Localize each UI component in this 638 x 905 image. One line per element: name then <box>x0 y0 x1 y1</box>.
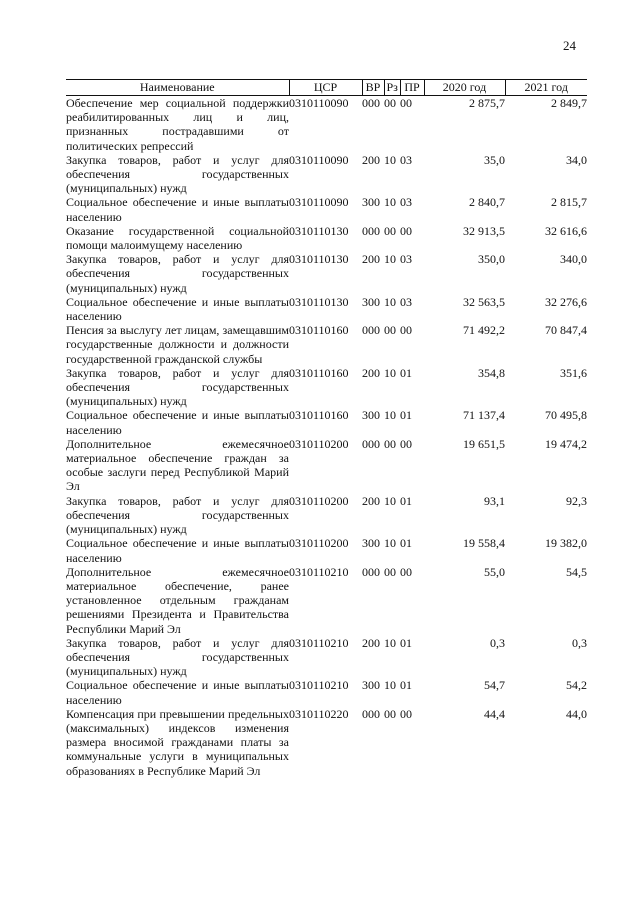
table-row <box>66 437 587 494</box>
row-vr: 000 <box>362 323 380 338</box>
row-2021: 2 849,7 <box>551 96 587 110</box>
row-vr: 300 <box>362 294 380 309</box>
row-name: Социальное обеспечение и иные выплаты населению <box>66 408 289 437</box>
row-pr: 00 <box>400 223 412 238</box>
row-vr: 300 <box>362 678 380 693</box>
header-rz: Рз <box>384 80 400 96</box>
row-pr: 01 <box>400 365 412 380</box>
row-2020: 54,7 <box>484 678 505 693</box>
row-2020: 32 563,5 <box>463 294 505 309</box>
row-rz: 10 <box>384 294 396 309</box>
row-name: Закупка товаров, работ и услуг для обеспечения государственных (муниципальных) нужд <box>66 152 289 196</box>
row-csr: 0310110200 <box>289 493 349 508</box>
row-csr: 0310110090 <box>289 195 349 210</box>
row-pr: 01 <box>400 635 412 650</box>
row-2021: 70 495,8 <box>545 408 587 423</box>
row-vr: 000 <box>362 564 380 579</box>
row-rz: 10 <box>384 536 396 551</box>
row-2020: 55,0 <box>484 564 505 579</box>
row-name: Оказание государственной социальной помощи малоимущему населению <box>66 223 289 253</box>
row-pr: 01 <box>400 408 412 423</box>
row-vr: 300 <box>362 536 380 551</box>
row-2021: 54,5 <box>566 564 587 579</box>
row-csr: 0310110210 <box>289 564 349 579</box>
row-rz: 10 <box>384 252 396 267</box>
row-pr: 00 <box>400 96 412 110</box>
row-rz: 10 <box>384 408 396 423</box>
row-2020: 2 875,7 <box>469 96 505 110</box>
table-row <box>66 366 587 409</box>
row-2020: 35,0 <box>484 152 505 167</box>
row-rz: 10 <box>384 635 396 650</box>
row-pr: 00 <box>400 436 412 451</box>
table-row <box>66 494 587 537</box>
row-csr: 0310110200 <box>289 536 349 551</box>
row-csr: 0310110130 <box>289 252 349 267</box>
row-csr: 0310110130 <box>289 294 349 309</box>
row-csr: 0310110160 <box>289 365 349 380</box>
row-2021: 19 382,0 <box>545 536 587 551</box>
table-row <box>66 153 587 196</box>
table-row <box>66 323 587 366</box>
row-rz: 00 <box>384 564 396 579</box>
row-name: Закупка товаров, работ и услуг для обеспечения государственных (муниципальных) нужд <box>66 493 289 537</box>
row-2020: 0,3 <box>490 635 505 650</box>
row-vr: 000 <box>362 436 380 451</box>
row-2020: 19 651,5 <box>463 436 505 451</box>
row-2021: 32 616,6 <box>545 223 587 238</box>
row-csr: 0310110090 <box>289 152 349 167</box>
row-csr: 0310110160 <box>289 408 349 423</box>
row-csr: 0310110210 <box>289 678 349 693</box>
row-rz: 10 <box>384 493 396 508</box>
row-name: Дополнительное ежемесячное материальное обеспечение, ранее установленное отдельным гражданам решениями Президента и Правительства Республики Марий Эл <box>66 564 289 636</box>
header-pr: ПР <box>400 80 424 96</box>
row-2021: 92,3 <box>566 493 587 508</box>
row-vr: 200 <box>362 152 380 167</box>
row-name: Закупка товаров, работ и услуг для обеспечения государственных (муниципальных) нужд <box>66 252 289 295</box>
row-csr: 0310110200 <box>289 436 349 451</box>
row-2020: 71 492,2 <box>463 323 505 338</box>
row-name: Компенсация при превышении предельных (максимальных) индексов изменения размера вносимой гражданами платы за коммунальные услуги в муниципальных образованиях в Республике Марий Эл <box>66 706 289 778</box>
row-rz: 10 <box>384 365 396 380</box>
table-row <box>66 707 587 778</box>
budget-table <box>66 79 587 778</box>
row-vr: 200 <box>362 493 380 508</box>
header-2021: 2021 год <box>505 80 587 96</box>
row-rz: 10 <box>384 195 396 210</box>
row-vr: 200 <box>362 635 380 650</box>
row-2020: 2 840,7 <box>469 195 505 210</box>
row-rz: 00 <box>384 223 396 238</box>
table-row <box>66 295 587 323</box>
table-row <box>66 224 587 252</box>
row-2021: 34,0 <box>566 152 587 167</box>
row-pr: 03 <box>400 152 412 167</box>
row-name: Закупка товаров, работ и услуг для обеспечения государственных (муниципальных) нужд <box>66 365 289 409</box>
row-name: Пенсия за выслугу лет лицам, замещавшим государственные должности и должности государственной гражданской службы <box>66 323 289 366</box>
row-2020: 19 558,4 <box>463 536 505 551</box>
row-name: Социальное обеспечение и иные выплаты населению <box>66 294 289 324</box>
row-rz: 00 <box>384 706 396 721</box>
row-csr: 0310110220 <box>289 706 349 721</box>
row-2021: 0,3 <box>572 635 587 650</box>
table-row <box>66 96 587 153</box>
row-name: Дополнительное ежемесячное материальное обеспечение граждан за особые заслуги перед Республикой Марий Эл <box>66 436 289 494</box>
table-row <box>66 636 587 679</box>
header-2020: 2020 год <box>424 80 505 96</box>
row-2021: 44,0 <box>566 706 587 721</box>
row-2020: 44,4 <box>484 706 505 721</box>
row-2020: 71 137,4 <box>463 408 505 423</box>
page-number: 24 <box>563 38 576 53</box>
table-row <box>66 252 587 295</box>
table-row <box>66 565 587 636</box>
table-row <box>66 536 587 564</box>
table-header-row <box>66 80 587 96</box>
row-2020: 32 913,5 <box>463 223 505 238</box>
row-vr: 300 <box>362 408 380 423</box>
row-pr: 01 <box>400 536 412 551</box>
row-2021: 19 474,2 <box>545 436 587 451</box>
row-pr: 03 <box>400 252 412 267</box>
row-rz: 00 <box>384 96 396 110</box>
row-csr: 0310110210 <box>289 635 349 650</box>
header-name: Наименование <box>66 80 289 96</box>
row-pr: 03 <box>400 294 412 309</box>
row-2021: 70 847,4 <box>545 323 587 338</box>
row-vr: 200 <box>362 252 380 267</box>
row-2020: 354,8 <box>478 365 505 380</box>
row-2021: 54,2 <box>566 678 587 693</box>
row-csr: 0310110090 <box>289 96 349 110</box>
row-vr: 000 <box>362 223 380 238</box>
row-2021: 351,6 <box>560 365 587 380</box>
row-pr: 00 <box>400 706 412 721</box>
header-vr: ВР <box>362 80 384 96</box>
row-vr: 000 <box>362 96 380 110</box>
row-2020: 93,1 <box>484 493 505 508</box>
row-vr: 000 <box>362 706 380 721</box>
row-rz: 00 <box>384 323 396 338</box>
row-2020: 350,0 <box>478 252 505 267</box>
table-row <box>66 408 587 436</box>
row-csr: 0310110130 <box>289 223 349 238</box>
row-rz: 10 <box>384 152 396 167</box>
row-pr: 01 <box>400 493 412 508</box>
row-rz: 00 <box>384 436 396 451</box>
table-row <box>66 195 587 223</box>
row-2021: 32 276,6 <box>545 294 587 309</box>
row-name: Социальное обеспечение и иные выплаты населению <box>66 195 289 224</box>
header-csr: ЦСР <box>289 80 362 96</box>
row-name: Социальное обеспечение и иные выплаты населению <box>66 678 289 707</box>
row-2021: 340,0 <box>560 252 587 267</box>
row-name: Обеспечение мер социальной поддержки реабилитированных лиц и лиц, признанных пострадавшими от политических репрессий <box>66 96 289 153</box>
row-vr: 300 <box>362 195 380 210</box>
row-vr: 200 <box>362 365 380 380</box>
row-2021: 2 815,7 <box>551 195 587 210</box>
table-row <box>66 678 587 706</box>
row-pr: 01 <box>400 678 412 693</box>
row-pr: 00 <box>400 564 412 579</box>
row-name: Закупка товаров, работ и услуг для обеспечения государственных (муниципальных) нужд <box>66 635 289 679</box>
row-pr: 03 <box>400 195 412 210</box>
row-pr: 00 <box>400 323 412 338</box>
row-csr: 0310110160 <box>289 323 349 338</box>
row-name: Социальное обеспечение и иные выплаты населению <box>66 536 289 565</box>
row-rz: 10 <box>384 678 396 693</box>
